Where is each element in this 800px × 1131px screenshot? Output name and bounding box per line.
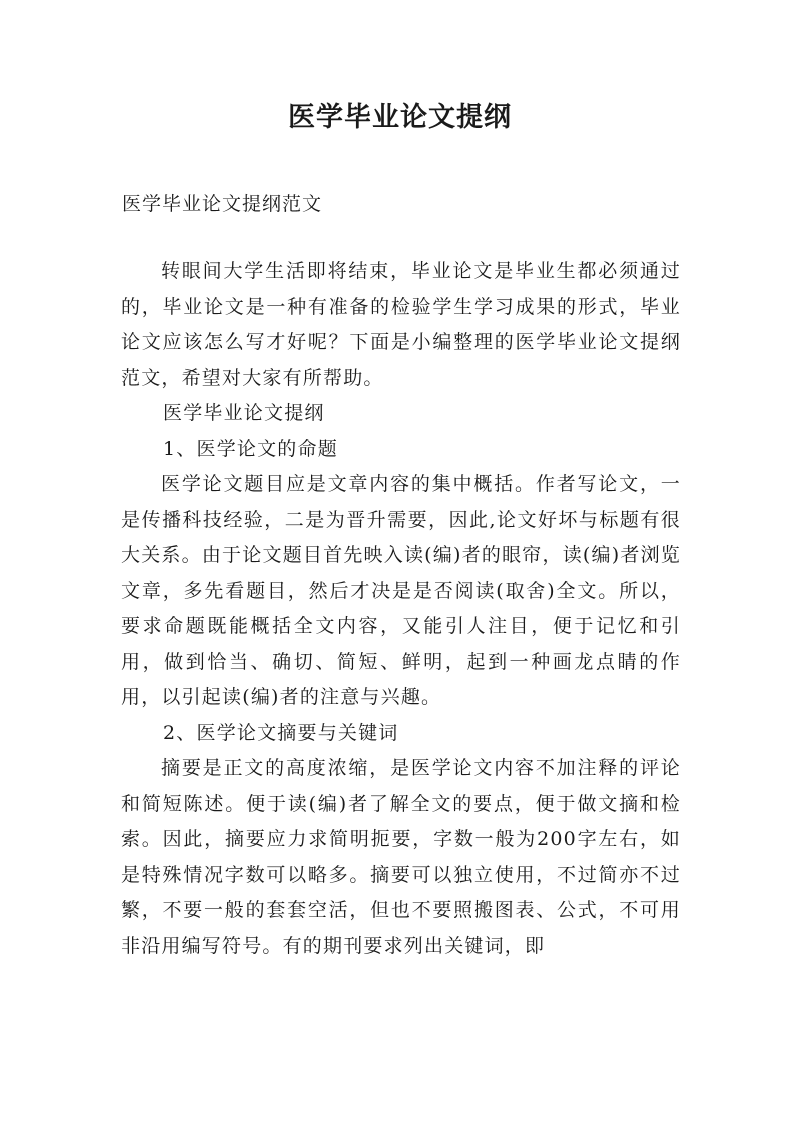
subsection-heading: 2、医学论文摘要与关键词: [163, 721, 399, 744]
subsection-heading: 1、医学论文的命题: [163, 437, 338, 460]
document-title: 医学毕业论文提纲: [288, 102, 512, 133]
body-paragraph: 医学论文题目应是文章内容的集中概括。作者写论文，一是传播科技经验，二是为晋升需要，因此,论文好坏与标题有很大关系。由于论文题目首先映入读(编)者的眼帘，读(编)者浏览文章，多先看题目，然后才决是是否阅读(取舍)全文。所以，要求命题既能概括全文内容，又能引人注目，便于记忆和引用，做到恰当、确切、简短、鲜明，起到一种画龙点睛的作用，以引起读(编)者的注意与兴趣。: [121, 473, 681, 708]
intro-paragraph: 转眼间大学生活即将结束，毕业论文是毕业生都必须通过的，毕业论文是一种有准备的检验学生学习成果的形式，毕业论文应该怎么写才好呢？下面是小编整理的医学毕业论文提纲范文，希望对大家有所帮助。: [121, 260, 681, 389]
document-body: [121, 254, 681, 964]
document-subtitle: 医学毕业论文提纲范文: [122, 193, 323, 215]
section-heading: 医学毕业论文提纲: [163, 402, 325, 424]
body-paragraph: 摘要是正文的高度浓缩，是医学论文内容不加注释的评论和简短陈述。便于读(编)者了解全文的要点，便于做文摘和检索。因此，摘要应力求简明扼要，字数一般为200字左右，如是特殊情况字数可以略多。摘要可以独立使用，不过简亦不过繁，不要一般的套套空活，但也不要照搬图表、公式，不可用非沿用编写符号。有的期刊要求列出关键词，即: [121, 757, 681, 957]
